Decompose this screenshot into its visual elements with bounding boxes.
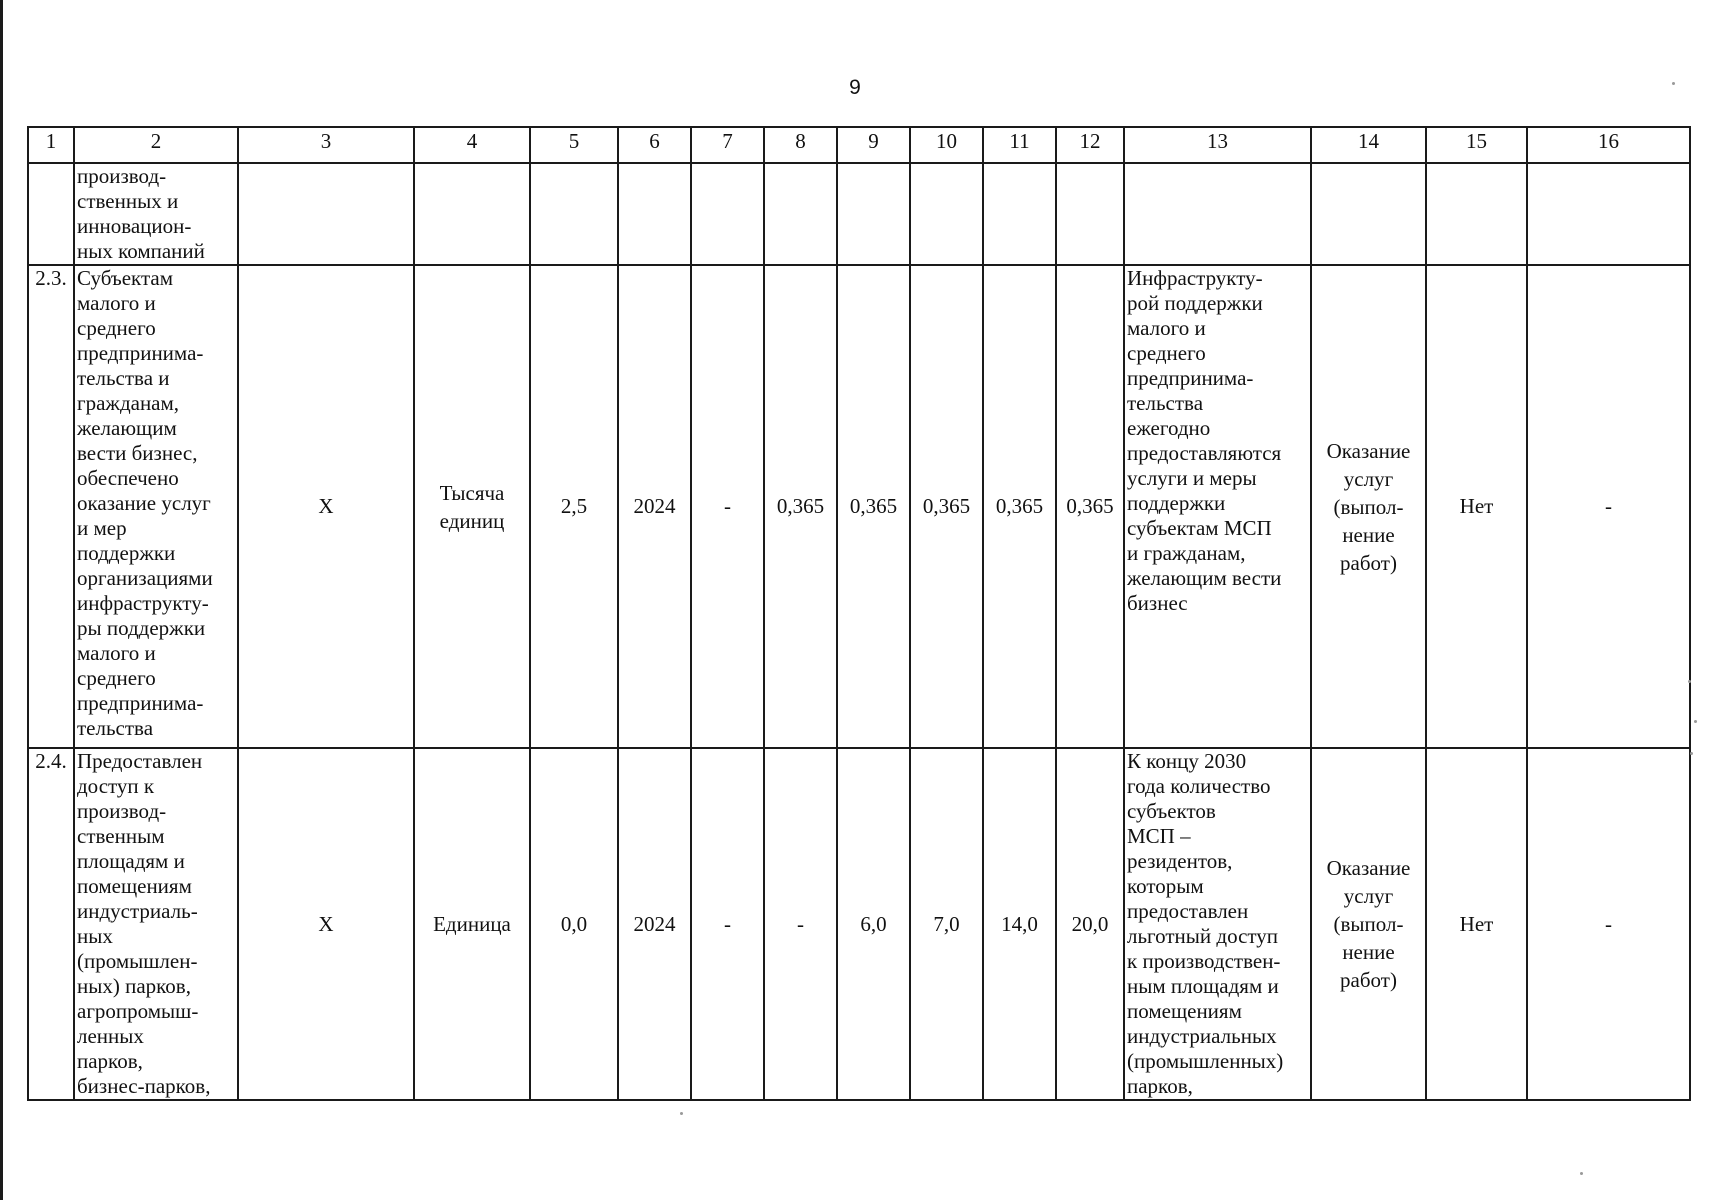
column-number: 16: [1527, 127, 1690, 163]
scan-speck: [1672, 82, 1675, 85]
table-cell: Х: [238, 748, 414, 1100]
row-number-cell: 2.4.: [28, 748, 74, 1100]
table-row: [28, 265, 1690, 748]
table-cell: 2,5: [530, 265, 618, 748]
table-cell: [1124, 163, 1311, 265]
table-cell: -: [691, 265, 764, 748]
table-cell: [691, 163, 764, 265]
column-number: 10: [910, 127, 983, 163]
table-cell: -: [691, 748, 764, 1100]
column-number: 1: [28, 127, 74, 163]
column-number: 4: [414, 127, 530, 163]
description-cell: Инфраструкту- рой поддержки малого и среднего предпринима- тельства ежегодно предоставляются услуги и меры поддержки субъектам МСП и гражданам, желающим вести бизнес: [1124, 265, 1311, 748]
column-number: 7: [691, 127, 764, 163]
type-cell: Оказание услуг (выпол- нение работ): [1311, 748, 1426, 1100]
table-cell: 0,365: [910, 265, 983, 748]
table-cell: [1056, 163, 1124, 265]
row-number-cell: [28, 163, 74, 265]
column-number: 5: [530, 127, 618, 163]
table-cell: Нет: [1426, 748, 1527, 1100]
scan-speck: [1690, 752, 1693, 755]
table-cell: 0,365: [764, 265, 837, 748]
scan-left-edge: [0, 0, 3, 1200]
table-cell: [618, 163, 691, 265]
indicators-table: [27, 126, 1691, 1101]
column-number: 2: [74, 127, 238, 163]
row-number-cell: 2.3.: [28, 265, 74, 748]
column-number: 9: [837, 127, 910, 163]
scan-speck: [1688, 680, 1691, 683]
column-number: 3: [238, 127, 414, 163]
table-cell: [238, 163, 414, 265]
unit-cell: Тысяча единиц: [414, 265, 530, 748]
table-cell: 0,0: [530, 748, 618, 1100]
table-cell: 7,0: [910, 748, 983, 1100]
table-cell: Нет: [1426, 265, 1527, 748]
table-cell: [983, 163, 1056, 265]
description-cell: К концу 2030 года количество субъектов МСП – резидентов, которым предоставлен льготный доступ к производствен- ным площадям и помещениям индустриальных (промышленных) парков,: [1124, 748, 1311, 1100]
table-cell: 2024: [618, 265, 691, 748]
type-cell: Оказание услуг (выпол- нение работ): [1311, 265, 1426, 748]
column-number: 12: [1056, 127, 1124, 163]
result-name-cell: производ- ственных и инновацион- ных компаний: [74, 163, 238, 265]
column-number: 15: [1426, 127, 1527, 163]
table-cell: [910, 163, 983, 265]
unit-cell: Единица: [414, 748, 530, 1100]
column-number: 14: [1311, 127, 1426, 163]
table-cell: [530, 163, 618, 265]
column-number: 6: [618, 127, 691, 163]
table-cell: -: [1527, 748, 1690, 1100]
table-cell: -: [764, 748, 837, 1100]
table-cell: [764, 163, 837, 265]
result-name-cell: Предоставлен доступ к производ- ственным площадям и помещениям индустриаль- ных (промышлен- ных) парков, агропромыш- ленных парков, бизнес-парков,: [74, 748, 238, 1100]
table-cell: [1426, 163, 1527, 265]
column-number: 11: [983, 127, 1056, 163]
page-number: 9: [849, 76, 861, 99]
table-row: [28, 163, 1690, 265]
table-row: [28, 748, 1690, 1100]
scan-speck: [680, 1112, 683, 1115]
scan-speck: [1580, 1172, 1583, 1175]
table-cell: [414, 163, 530, 265]
table-cell: 6,0: [837, 748, 910, 1100]
table-header-row: [28, 127, 1690, 163]
table-cell: [837, 163, 910, 265]
scan-speck: [1694, 720, 1697, 723]
table-cell: 20,0: [1056, 748, 1124, 1100]
table-cell: 14,0: [983, 748, 1056, 1100]
column-number: 8: [764, 127, 837, 163]
table-cell: -: [1527, 265, 1690, 748]
table-cell: Х: [238, 265, 414, 748]
table-cell: 2024: [618, 748, 691, 1100]
table-cell: [1311, 163, 1426, 265]
result-name-cell: Субъектам малого и среднего предпринима- тельства и гражданам, желающим вести бизнес, обеспечено оказание услуг и мер поддержки организациями инфраструкту- ры поддержки малого и среднего предпринима- тельства: [74, 265, 238, 748]
table-cell: 0,365: [837, 265, 910, 748]
table-cell: 0,365: [983, 265, 1056, 748]
column-number: 13: [1124, 127, 1311, 163]
table-cell: 0,365: [1056, 265, 1124, 748]
table-cell: [1527, 163, 1690, 265]
